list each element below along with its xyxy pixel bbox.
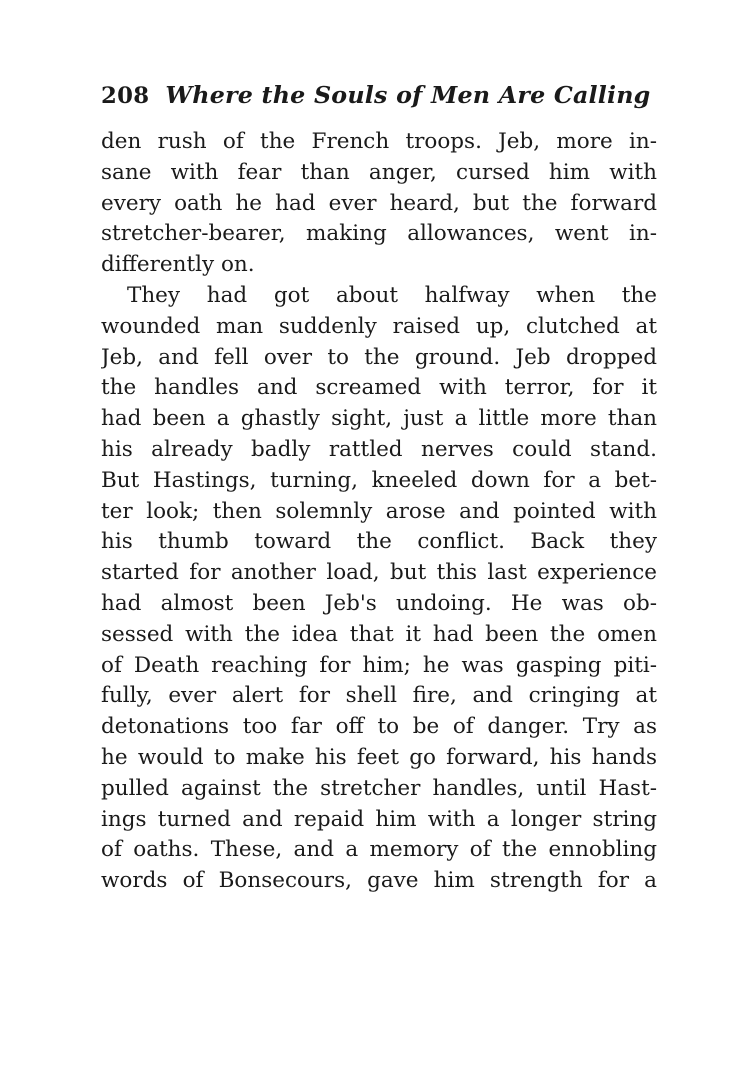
text-line: But Hastings, turning, kneeled down for a bet- — [101, 467, 657, 493]
running-title: Where the Souls of Men Are Calling — [165, 81, 651, 109]
text-line: wounded man suddenly raised up, clutched at — [101, 313, 657, 339]
text-line: every oath he had ever heard, but the forward — [101, 190, 657, 216]
text-line: of oaths. These, and a memory of the ennobling — [101, 837, 657, 863]
text-line: sane with fear than anger, cursed him with — [101, 159, 657, 185]
text-line: Jeb, and fell over to the ground. Jeb dropped — [101, 344, 657, 370]
text-line: fully, ever alert for shell fire, and cringing at — [101, 683, 657, 709]
text-line: They had got about halfway when the — [127, 282, 657, 308]
text-line: his already badly rattled nerves could stand. — [101, 436, 657, 462]
text-line: the handles and screamed with terror, for it — [101, 375, 657, 401]
text-line: had been a ghastly sight, just a little more than — [101, 406, 657, 432]
text-line: his thumb toward the conflict. Back they — [101, 529, 657, 555]
running-head — [101, 78, 653, 112]
text-line: pulled against the stretcher handles, until Hast- — [101, 775, 657, 801]
text-line: den rush of the French troops. Jeb, more in- — [101, 129, 657, 154]
text-line: sessed with the idea that it had been the omen — [101, 621, 657, 647]
text-line: of Death reaching for him; he was gasping piti- — [101, 652, 657, 678]
text-line: differently on. — [101, 252, 255, 278]
text-line: words of Bonsecours, gave him strength for a — [101, 868, 657, 894]
text-line: he would to make his feet go forward, his hands — [101, 744, 657, 770]
text-line: stretcher-bearer, making allowances, went in- — [101, 221, 657, 247]
text-line: had almost been Jeb's undoing. He was ob- — [101, 590, 657, 616]
text-line: detonations too far off to be of danger. Try as — [101, 714, 657, 740]
paragraph-2 — [101, 281, 657, 897]
text-line: ings turned and repaid him with a longer string — [101, 806, 657, 832]
page-number: 208 — [101, 83, 150, 109]
paragraph-1 — [101, 127, 657, 281]
text-line: started for another load, but this last experience — [101, 560, 657, 586]
text-line: ter look; then solemnly arose and pointed with — [101, 498, 657, 524]
body-text — [101, 127, 657, 897]
